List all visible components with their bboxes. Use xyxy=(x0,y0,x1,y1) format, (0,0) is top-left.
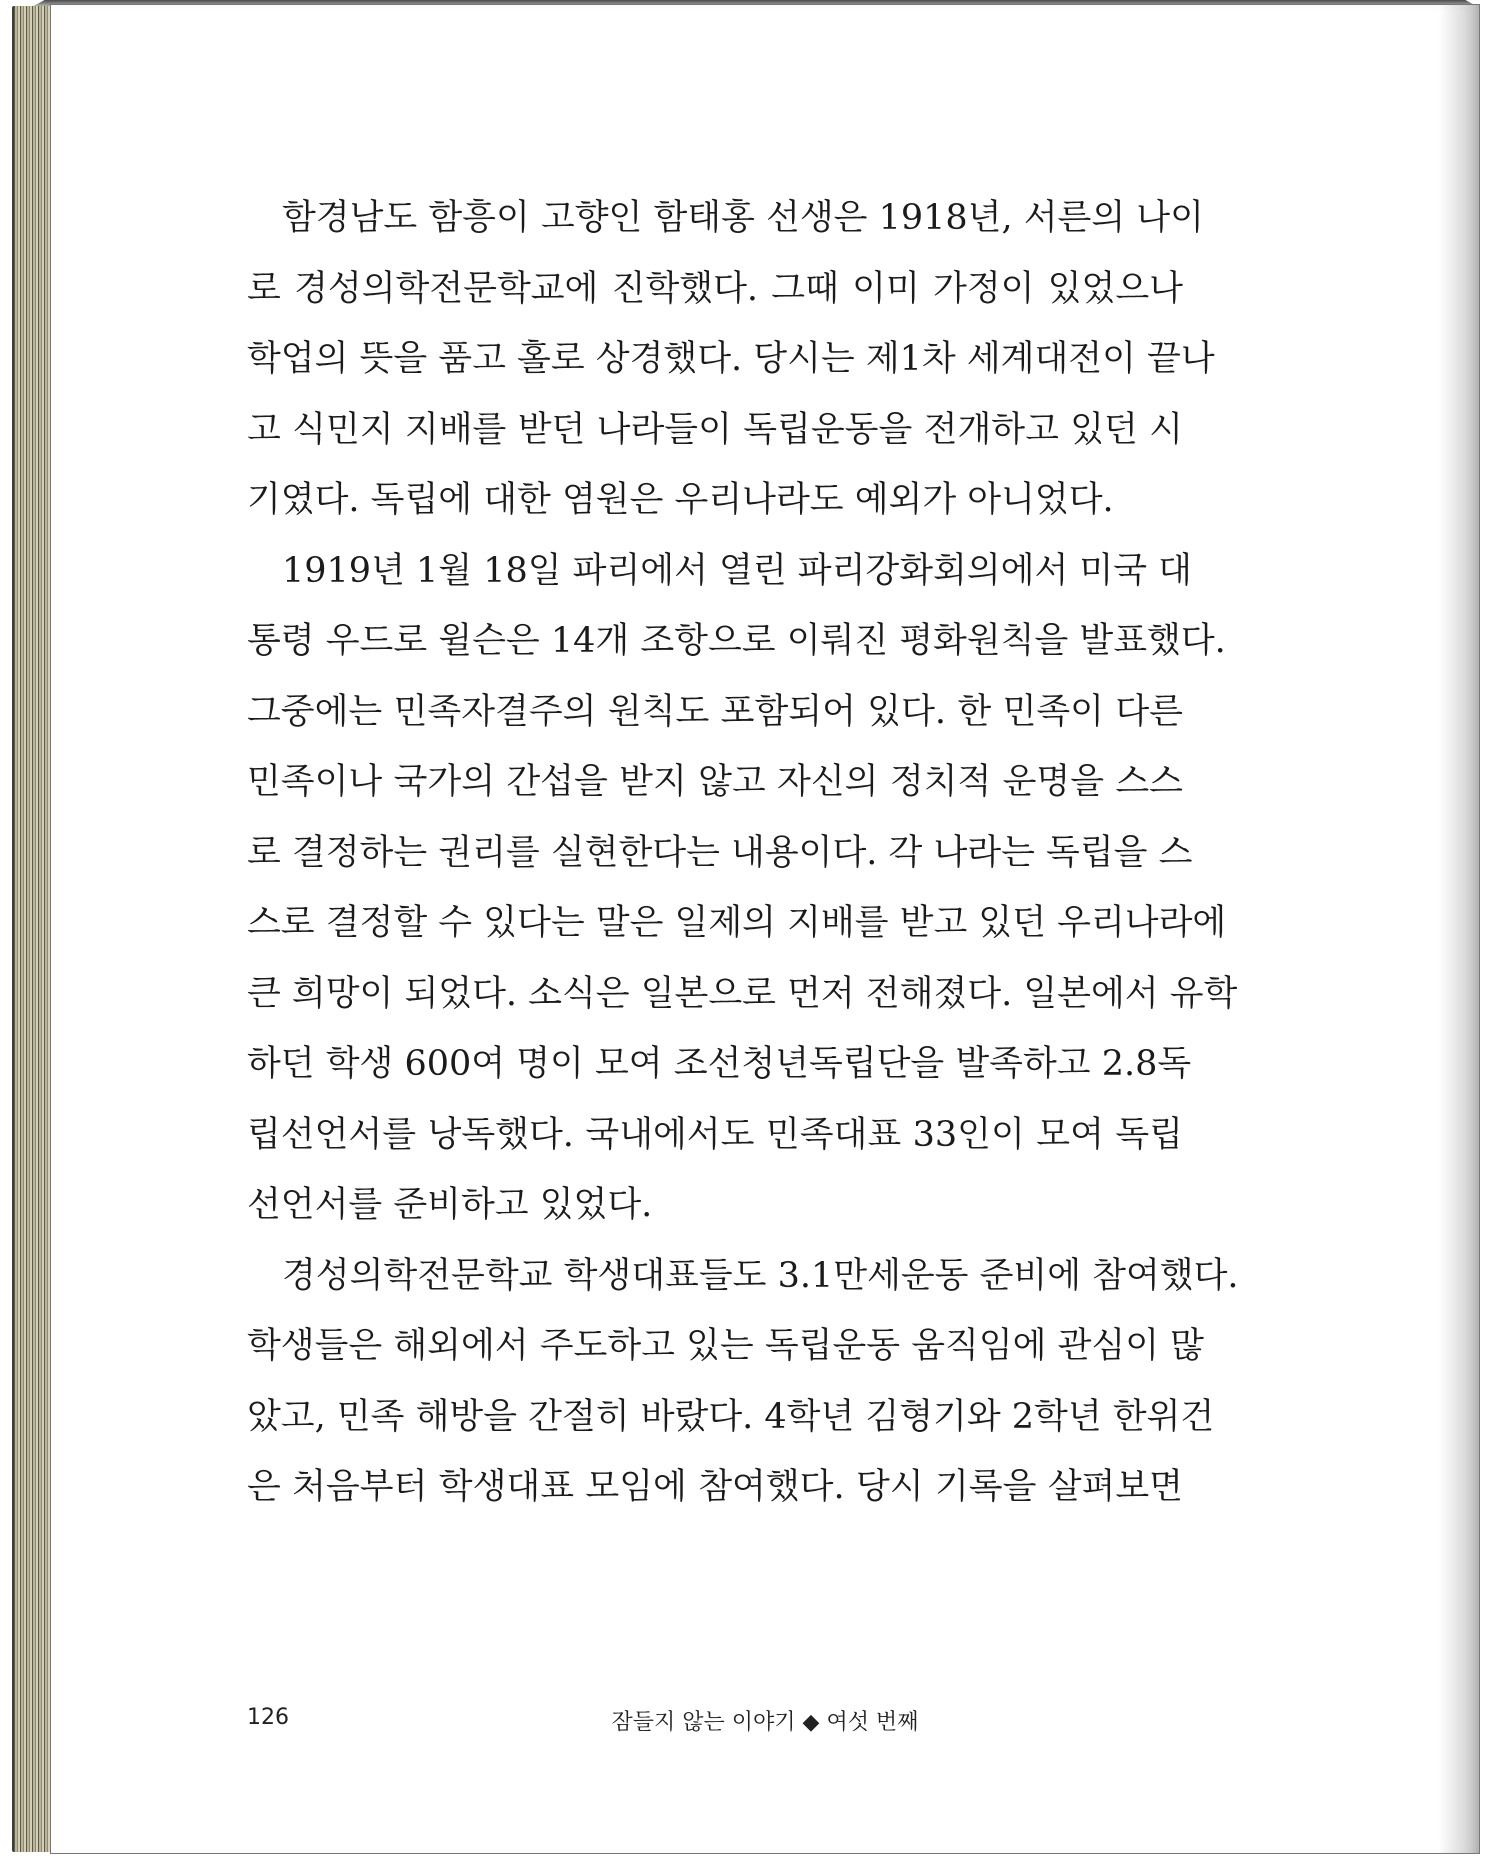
text-line: 스로 결정할 수 있다는 말은 일제의 지배를 받고 있던 우리나라에 xyxy=(247,903,1227,943)
text-line: 고 식민지 지배를 받던 나라들이 독립운동을 전개하고 있던 시 xyxy=(247,409,1183,450)
text-line: 로 결정하는 권리를 실현한다는 내용이다. 각 나라는 독립을 스 xyxy=(247,832,1193,873)
text-line: 함경남도 함흥이 고향인 함태홍 선생은 1918년, 서른의 나이 xyxy=(247,198,1204,238)
text-line: 학생들은 해외에서 주도하고 있는 독립운동 움직임에 관심이 많 xyxy=(247,1326,1204,1366)
text-line: 그중에는 민족자결주의 원칙도 포함되어 있다. 한 민족이 다른 xyxy=(247,691,1183,732)
text-line: 았고, 민족 해방을 간절히 바랐다. 4학년 김형기와 2학년 한위건 xyxy=(247,1396,1215,1437)
running-title: 잠들지 않는 이야기 ◆ 여섯 번째 xyxy=(611,1710,919,1735)
page-number: 126 xyxy=(247,1705,289,1730)
page-footer xyxy=(51,1705,1479,1745)
text-line: 로 경성의학전문학교에 진학했다. 그때 이미 가정이 있었으나 xyxy=(247,268,1183,309)
body-text xyxy=(247,183,1239,1523)
text-line: 통령 우드로 윌슨은 14개 조항으로 이뤄진 평화원칙을 발표했다. xyxy=(247,621,1226,661)
text-line: 경성의학전문학교 학생대표들도 3.1만세운동 준비에 참여했다. xyxy=(247,1255,1239,1296)
text-line: 선언서를 준비하고 있었다. xyxy=(247,1185,653,1225)
text-line: 은 처음부터 학생대표 모임에 참여했다. 당시 기록을 살펴보면 xyxy=(247,1467,1183,1507)
text-line: 기였다. 독립에 대한 염원은 우리나라도 예외가 아니었다. xyxy=(247,480,1114,520)
page-shadow xyxy=(1439,5,1479,1853)
text-line: 립선언서를 낭독했다. 국내에서도 민족대표 33인이 모여 독립 xyxy=(247,1114,1183,1155)
text-line: 학업의 뜻을 품고 홀로 상경했다. 당시는 제1차 세계대전이 끝나 xyxy=(247,339,1215,379)
text-line: 1919년 1월 18일 파리에서 열린 파리강화회의에서 미국 대 xyxy=(247,550,1192,591)
text-line: 큰 희망이 되었다. 소식은 일본으로 먼저 전해졌다. 일본에서 유학 xyxy=(247,973,1238,1014)
book-page xyxy=(50,4,1480,1854)
text-line: 민족이나 국가의 간섭을 받지 않고 자신의 정치적 운명을 스스 xyxy=(247,762,1183,802)
text-line: 하던 학생 600여 명이 모여 조선청년독립단을 발족하고 2.8독 xyxy=(247,1044,1192,1084)
